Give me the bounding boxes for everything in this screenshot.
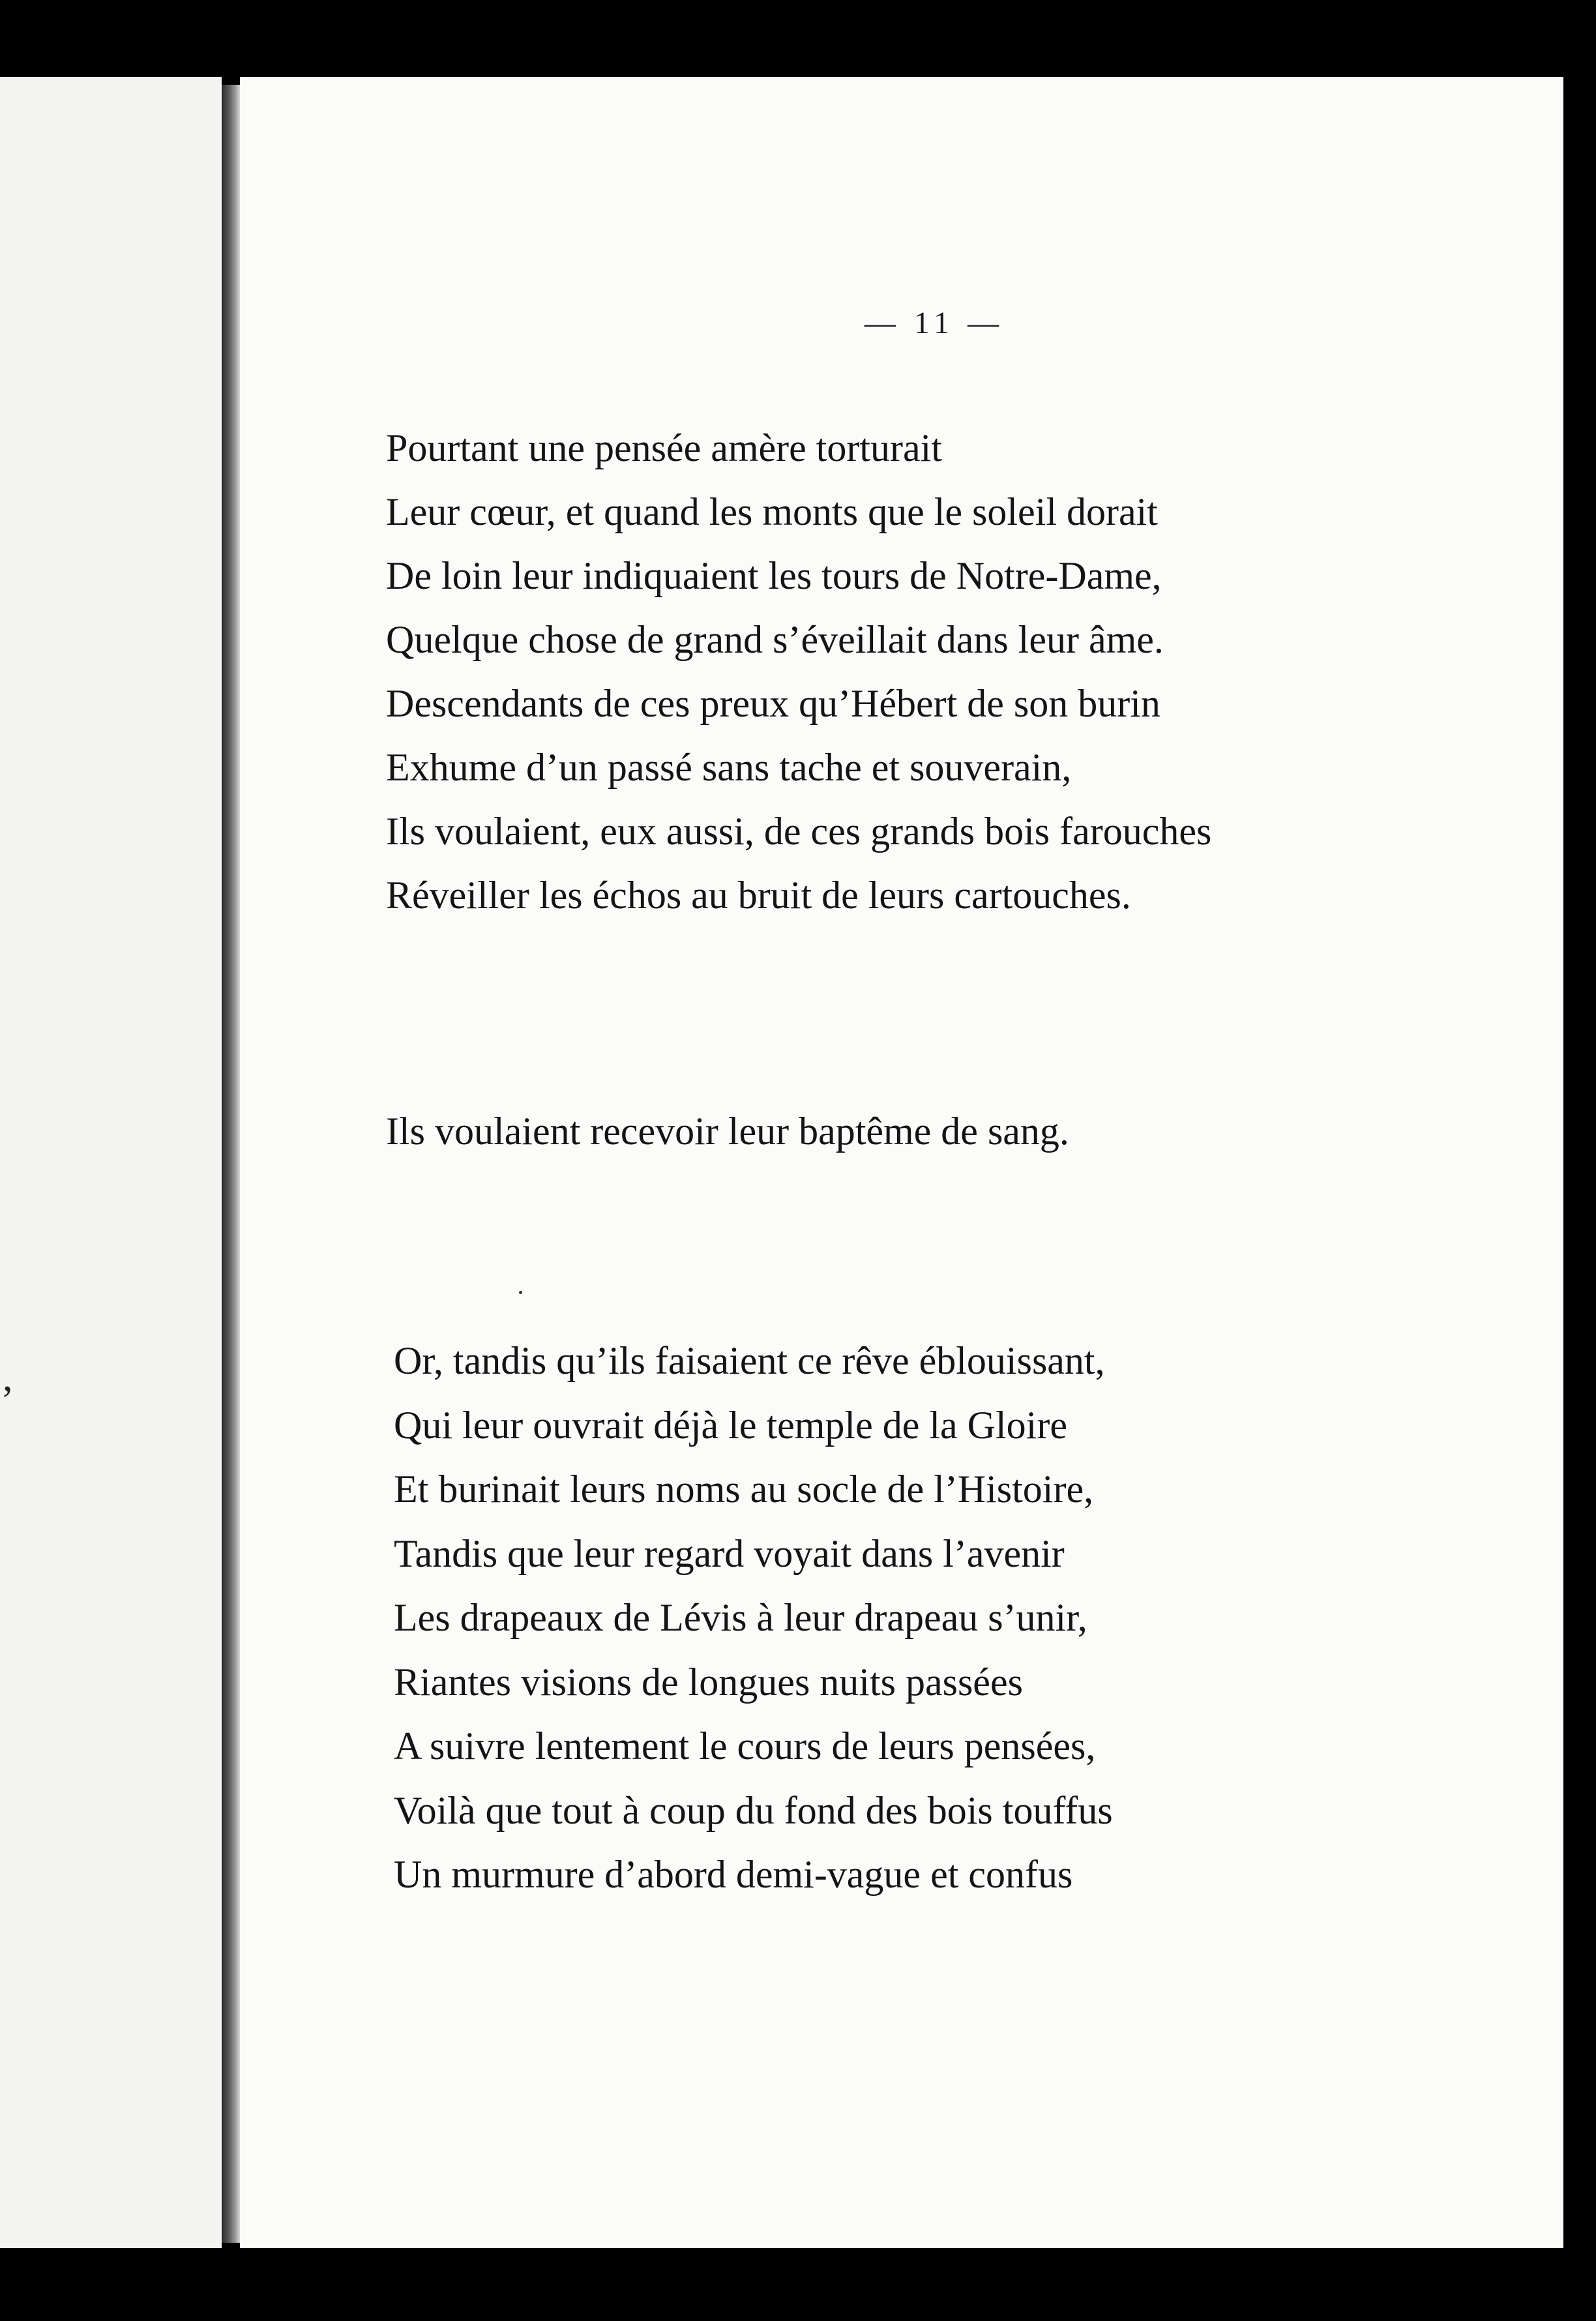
verse-line: Exhume d’un passé sans tache et souverain, bbox=[386, 746, 1072, 789]
verse-line: Ils voulaient, eux aussi, de ces grands bois farouches bbox=[386, 810, 1212, 853]
verse-line: Descendants de ces preux qu’Hébert de son burin bbox=[386, 682, 1160, 725]
verse-line: A suivre lentement le cours de leurs pensées, bbox=[394, 1724, 1096, 1767]
verse-line: Or, tandis qu’ils faisaient ce rêve éblouissant, bbox=[394, 1339, 1105, 1382]
stanza-2 bbox=[386, 1099, 1069, 1163]
verse-line: Riantes visions de longues nuits passées bbox=[394, 1660, 1023, 1704]
book-gutter bbox=[222, 85, 240, 2243]
verse-line: Les drapeaux de Lévis à leur drapeau s’unir, bbox=[394, 1596, 1087, 1639]
page-number: — 11 — bbox=[864, 306, 1005, 340]
verse-line: Réveiller les échos au bruit de leurs cartouches. bbox=[386, 874, 1131, 917]
verse-line: De loin leur indiquaient les tours de Notre-Dame, bbox=[386, 554, 1162, 597]
verse-line: Et burinait leurs noms au socle de l’Histoire, bbox=[394, 1468, 1094, 1511]
verse-line: Qui leur ouvrait déjà le temple de la Gloire bbox=[394, 1403, 1067, 1447]
left-page-stray-mark: , bbox=[3, 1355, 13, 1400]
verse-line: Quelque chose de grand s’éveillait dans leur âme. bbox=[386, 618, 1164, 661]
left-facing-page bbox=[0, 77, 222, 2248]
verse-line: Tandis que leur regard voyait dans l’avenir bbox=[394, 1531, 1065, 1575]
verse-line: Ils voulaient recevoir leur baptême de sang. bbox=[386, 1110, 1069, 1153]
right-page bbox=[240, 77, 1563, 2248]
verse-line: Pourtant une pensée amère torturait bbox=[386, 426, 943, 469]
stanza-1 bbox=[386, 416, 1211, 927]
stanza-3 bbox=[394, 1329, 1113, 1907]
verse-line: Voilà que tout à coup du fond des bois touffus bbox=[394, 1788, 1113, 1832]
stray-dot bbox=[519, 1291, 522, 1294]
verse-line: Un murmure d’abord demi-vague et confus bbox=[394, 1853, 1073, 1896]
verse-line: Leur cœur, et quand les monts que le soleil dorait bbox=[386, 490, 1158, 533]
